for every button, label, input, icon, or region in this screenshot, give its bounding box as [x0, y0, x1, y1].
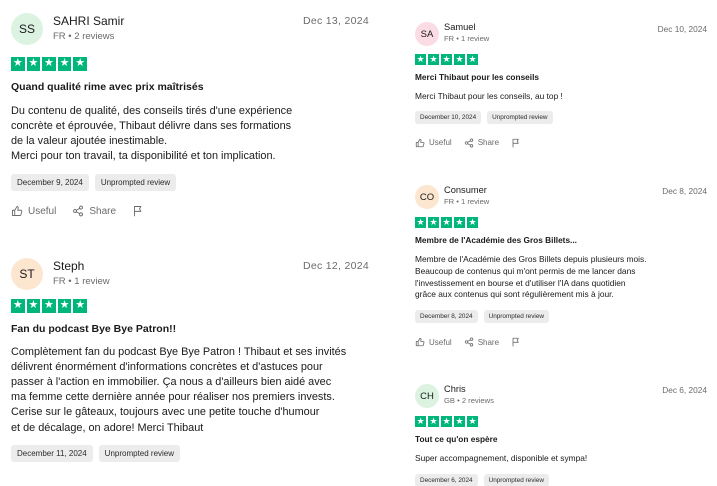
avatar[interactable]: SS: [11, 13, 43, 45]
review-date: Dec 6, 2024: [662, 385, 707, 395]
review-date: Dec 8, 2024: [662, 186, 707, 196]
star-icon: ★: [455, 217, 464, 227]
useful-button[interactable]: [415, 138, 452, 148]
experience-date-badge: December 8, 2024: [415, 310, 478, 323]
review-title[interactable]: Quand qualité rime avec prix maîtrisés: [11, 80, 204, 93]
unprompted-review-badge[interactable]: Unprompted review: [99, 445, 180, 462]
avatar[interactable]: CH: [415, 384, 439, 408]
star-icon: ★: [468, 54, 477, 64]
share-label: Share: [89, 205, 117, 217]
unprompted-review-badge[interactable]: Unprompted review: [484, 310, 549, 323]
review-body: [11, 345, 369, 436]
avatar[interactable]: ST: [11, 258, 43, 290]
review-title[interactable]: Fan du podcast Bye Bye Patron!!: [11, 322, 177, 335]
experience-date-badge: December 9, 2024: [11, 174, 89, 191]
review-body: [11, 104, 369, 165]
reviewer-name[interactable]: Steph: [53, 259, 85, 273]
star-icon: ★: [442, 416, 451, 426]
review-body-line: Cerise sur le gâteaux, toujours avec une petite touche d'humour: [11, 406, 320, 419]
review-date: Dec 12, 2024: [302, 260, 369, 272]
review-body-line: de la valeur ajoutée inestimable.: [11, 135, 168, 147]
star-icon: ★: [429, 416, 438, 426]
star-icon: ★: [416, 416, 425, 426]
reviewer-meta: FR • 1 review: [444, 197, 490, 206]
unprompted-review-badge[interactable]: Unprompted review: [487, 111, 552, 124]
star-icon: ★: [442, 54, 451, 64]
star-icon: ★: [468, 217, 477, 227]
star-rating: [415, 217, 707, 228]
thumbs-up-icon: [415, 337, 425, 347]
review-card: [415, 185, 707, 347]
review-body-line: Super accompagnement, disponible et sympa!: [415, 453, 588, 463]
star-icon: ★: [44, 299, 54, 312]
review-body-line: l'investissement en bourse et d'utiliser l'IA dans quotidien: [415, 277, 626, 288]
reviewer-meta: FR • 2 reviews: [53, 31, 115, 42]
star-icon: ★: [429, 54, 438, 64]
star-icon: ★: [28, 299, 39, 312]
review-body-line: Du contenu de qualité, des conseils tirés d'une expérience: [11, 104, 293, 117]
unprompted-review-badge[interactable]: Unprompted review: [484, 474, 549, 486]
review-card: [415, 384, 707, 486]
star-icon: ★: [12, 299, 23, 312]
flag-icon: [511, 337, 520, 347]
star-icon: ★: [416, 217, 425, 227]
review-date: Dec 13, 2024: [302, 15, 369, 27]
review-body-line: Beaucoup de contenus qui m'ont permis de me lancer dans: [415, 265, 636, 276]
star-icon: ★: [429, 217, 438, 227]
review-body-line: Merci Thibaut pour les conseils, au top !: [415, 91, 563, 101]
report-button[interactable]: [511, 337, 520, 347]
useful-label: Useful: [429, 337, 452, 347]
share-label: Share: [477, 337, 500, 347]
reviewer-name[interactable]: Samuel: [444, 22, 476, 32]
report-button[interactable]: [132, 205, 143, 217]
review-body-line: délivrent énormément d'informations concrètes et d'astuces pour: [11, 360, 323, 373]
report-button[interactable]: [511, 138, 520, 148]
star-rating: [415, 416, 707, 427]
star-icon: ★: [75, 299, 86, 312]
review-body: [415, 254, 707, 301]
review-body-line: grâce aux contenus qui sont régulièrement mis à jour.: [415, 289, 614, 300]
reviewer-meta: FR • 1 review: [53, 276, 110, 287]
review-body: [415, 91, 707, 103]
review-body: [415, 453, 707, 465]
review-body-line: et de décalage, on adore! Merci Thibaut: [11, 421, 204, 434]
star-icon: ★: [455, 416, 464, 426]
star-icon: ★: [455, 54, 464, 64]
reviewer-meta: FR • 1 review: [444, 34, 490, 43]
star-icon: ★: [75, 57, 86, 70]
star-icon: ★: [59, 299, 70, 312]
share-icon: [72, 205, 84, 217]
flag-icon: [511, 138, 520, 148]
experience-date-badge: December 6, 2024: [415, 474, 478, 486]
reviewer-name[interactable]: Chris: [444, 384, 466, 394]
thumbs-up-icon: [11, 205, 23, 217]
flag-icon: [132, 205, 143, 217]
review-title[interactable]: Tout ce qu'on espère: [415, 434, 498, 444]
reviewer-name[interactable]: Consumer: [444, 185, 487, 195]
review-title[interactable]: Merci Thibaut pour les conseils: [415, 72, 540, 82]
share-button[interactable]: [464, 337, 499, 347]
star-icon: ★: [44, 57, 54, 70]
share-button[interactable]: [464, 138, 499, 148]
star-rating: [11, 299, 369, 313]
thumbs-up-icon: [415, 138, 425, 148]
share-icon: [464, 337, 474, 347]
review-body-line: Membre de l'Académie des Gros Billets depuis plusieurs mois.: [415, 254, 647, 264]
star-icon: ★: [416, 54, 425, 64]
review-body-line: ma femme cette dernière année pour réaliser nos premiers invests.: [11, 391, 335, 404]
star-icon: ★: [28, 57, 39, 70]
review-body-line: concrète et éprouvée, Thibaut délivre dans ses formations: [11, 119, 292, 132]
share-button[interactable]: [72, 205, 116, 217]
star-icon: ★: [442, 217, 451, 227]
avatar[interactable]: CO: [415, 185, 439, 209]
star-icon: ★: [468, 416, 477, 426]
star-icon: ★: [59, 57, 70, 70]
star-rating: [415, 54, 707, 65]
useful-label: Useful: [28, 205, 57, 217]
reviewer-name[interactable]: SAHRI Samir: [53, 14, 125, 28]
review-title[interactable]: Membre de l'Académie des Gros Billets...: [415, 235, 577, 245]
reviewer-meta: GB • 2 reviews: [444, 396, 494, 405]
share-icon: [464, 138, 474, 148]
review-card: [11, 258, 369, 462]
review-body-line: Complètement fan du podcast Bye Bye Patron ! Thibaut et ses invités: [11, 345, 347, 358]
share-label: Share: [477, 138, 500, 148]
review-body-line: Merci pour ton travail, ta disponibilité et ton implication.: [11, 150, 276, 163]
useful-label: Useful: [429, 138, 452, 148]
avatar[interactable]: SA: [415, 22, 439, 46]
review-body-line: passer à l'action en immobilier. Ça nous a d'ailleurs bien aidé avec: [11, 376, 332, 388]
review-date: Dec 10, 2024: [657, 24, 707, 34]
experience-date-badge: December 10, 2024: [415, 111, 481, 124]
experience-date-badge: December 11, 2024: [11, 445, 93, 462]
star-rating: [11, 57, 369, 71]
review-card: [415, 22, 707, 148]
useful-button[interactable]: [11, 205, 56, 217]
review-card: [11, 13, 369, 217]
useful-button[interactable]: [415, 337, 452, 347]
unprompted-review-badge[interactable]: Unprompted review: [95, 174, 176, 191]
star-icon: ★: [12, 57, 23, 70]
